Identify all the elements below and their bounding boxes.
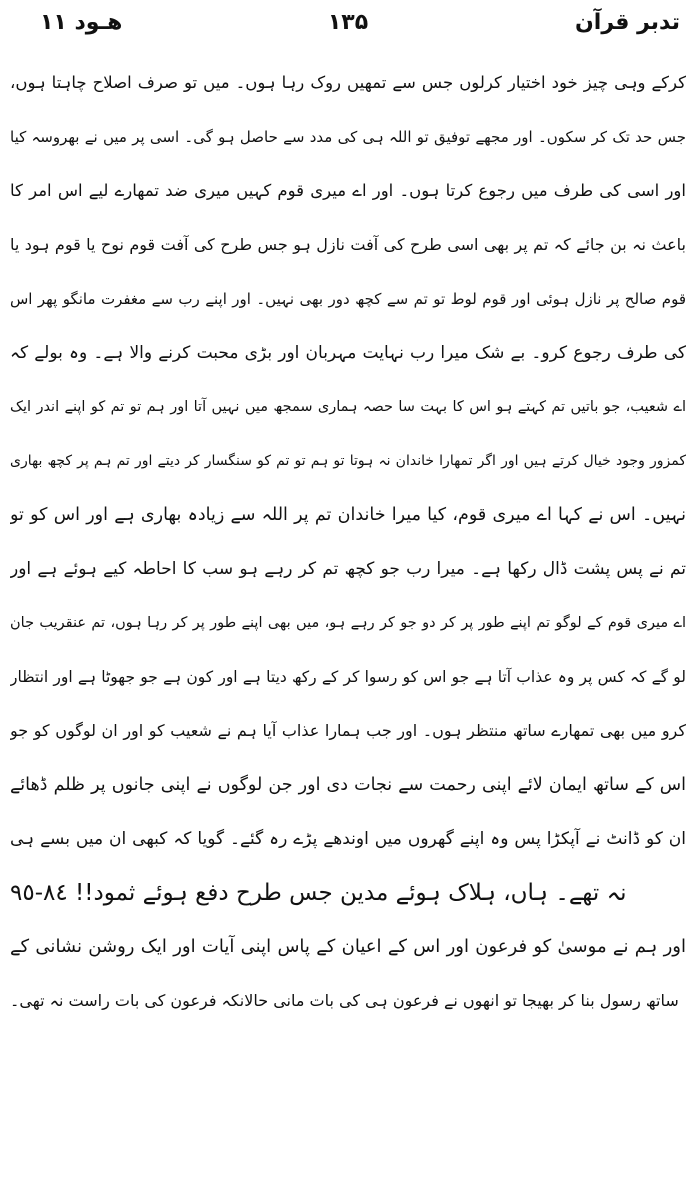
page-number: ١٣۵ (327, 10, 369, 35)
text-line: جس حد تک کر سکوں۔ اور مجھے توفیق تو اللہ ہی کی مدد سے حاصل ہو گی۔ اسی پر میں نے بھروسہ کیا (10, 128, 686, 146)
text-line: اے میری قوم کے لوگو تم اپنے طور پر کر دو جو کر رہے ہو، میں بھی اپنے طور پر کر رہا ہوں، تم عنقریب جان (10, 615, 686, 631)
book-title: تدبر قرآن (575, 10, 680, 35)
text-line-paragraph-end: نہ تھے۔ ہاں، ہلاک ہوئے مدین جس طرح دفع ہوئے ثمود!! ٨٤-٩٥ (10, 880, 627, 906)
text-line: کرکے وہی چیز خود اختیار کرلوں جس سے تمھیں روک رہا ہوں۔ میں تو صرف اصلاح چاہتا ہوں، (10, 73, 686, 92)
text-line: اور ہم نے موسیٰ کو فرعون اور اس کے اعیان کے پاس اپنی آیات اور ایک روشن نشانی کے (10, 936, 686, 957)
text-line: لو گے کہ کس پر وہ عذاب آتا ہے جو اس کو رسوا کر کے رکھ دیتا ہے اور کون ہے جو جھوٹا ہے اور انتظار (10, 668, 686, 686)
page-header (10, 4, 686, 48)
text-line: باعث نہ بن جائے کہ تم پر بھی اسی طرح کی آفت نازل ہو جس طرح کی آفت قوم نوح یا قوم ہود یا (10, 235, 686, 254)
text-line: کمزور وجود خیال کرتے ہیں اور اگر تمھارا خاندان نہ ہوتا تو ہم تو تم کو سنگسار کر دیتے اور تم ہم پر کچھ بھاری (10, 453, 686, 469)
text-line: کی طرف رجوع کرو۔ بے شک میرا رب نہایت مہربان اور بڑی محبت کرنے والا ہے۔ وہ بولے کہ (10, 343, 686, 363)
text-line: قوم صالح پر نازل ہوئی اور قوم لوط تو تم سے کچھ دور بھی نہیں۔ اور اپنے رب سے مغفرت مانگو پھر اس (10, 290, 686, 308)
translation-text (10, 56, 686, 1028)
text-line: نہیں۔ اس نے کہا اے میری قوم، کیا میرا خاندان تم پر اللہ سے زیادہ بھاری ہے اور اس کو تو (10, 505, 686, 525)
text-line: اور اسی کی طرف میں رجوع کرتا ہوں۔ اور اے میری قوم کہیں میری ضد تمھارے لیے اس امر کا (10, 181, 686, 200)
text-line: کرو میں بھی تمھارے ساتھ منتظر ہوں۔ اور جب ہمارا عذاب آیا ہم نے شعیب کو اور ان لوگوں کو جو (10, 721, 686, 740)
text-line: تم نے پس پشت ڈال رکھا ہے۔ میرا رب جو کچھ تم کر رہے ہو سب کا احاطہ کیے ہوئے ہے اور (10, 559, 686, 579)
text-line: اس کے ساتھ ایمان لائے اپنی رحمت سے نجات دی اور جن لوگوں نے اپنی جانوں پر ظلم ڈھائے (10, 775, 686, 795)
text-line: ساتھ رسول بنا کر بھیجا تو انھوں نے فرعون ہی کی بات مانی حالانکہ فرعون کی بات راست نہ تھی۔ (10, 991, 679, 1010)
text-line: ان کو ڈانٹ نے آپکڑا پس وہ اپنے گھروں میں اوندھے پڑے رہ گئے۔ گویا کہ کبھی ان میں بسے ہی (10, 829, 686, 849)
text-line: اے شعیب، جو باتیں تم کہتے ہو اس کا بہت سا حصہ ہماری سمجھ میں نہیں آتا اور ہم تو تم کو اپنے اندر ایک (10, 399, 686, 415)
surah-label: هـود ١١ (40, 10, 123, 35)
